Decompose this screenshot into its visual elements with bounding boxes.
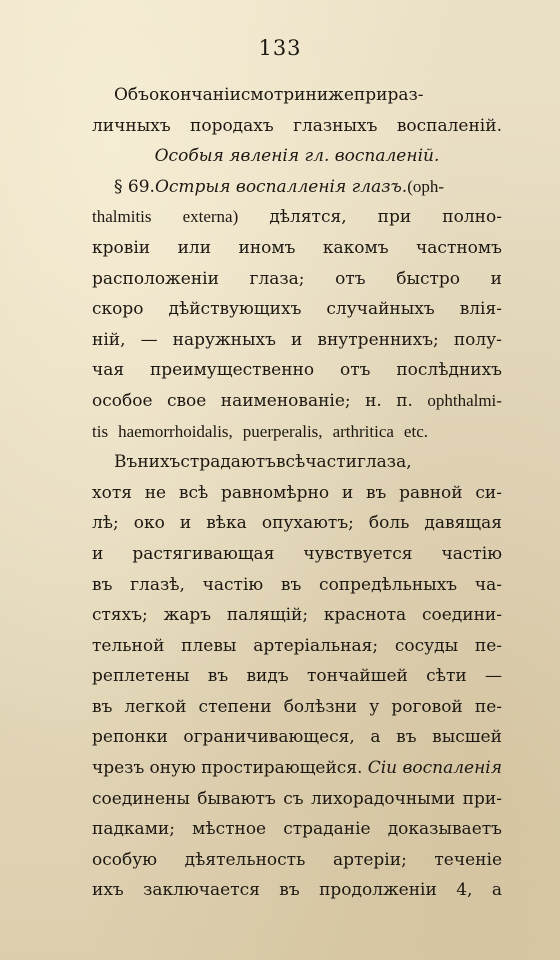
word: артеріальная;: [253, 635, 379, 656]
word: не: [144, 482, 167, 503]
word: ophthalmi-: [427, 390, 502, 410]
word: теченіе: [434, 849, 502, 870]
word: tis: [92, 421, 109, 441]
word: иномъ: [238, 237, 296, 258]
word: страдаютъ: [180, 452, 276, 473]
text-line: [92, 600, 502, 631]
word: чувствуется: [303, 543, 413, 564]
word: § 69.: [114, 176, 155, 197]
word: послѣднихъ: [396, 360, 502, 381]
word: Особыя явленія гл. воспаленій.: [154, 146, 440, 167]
text-line: [92, 417, 502, 448]
word: тельной: [92, 635, 165, 656]
word: частномъ: [416, 237, 502, 258]
word: отъ: [339, 360, 371, 381]
word: ихъ: [92, 880, 124, 901]
word: или: [177, 237, 212, 258]
text-line: [92, 784, 502, 815]
word: сосуды: [394, 635, 459, 656]
word: соединены: [92, 788, 190, 809]
word: скоро: [92, 299, 144, 320]
text-line: [92, 508, 502, 539]
word: опухаютъ;: [261, 513, 354, 534]
word: давящая: [424, 513, 502, 534]
word: п.: [396, 390, 413, 411]
word: отъ: [335, 268, 366, 289]
word: степени: [198, 696, 272, 717]
word: породахъ: [190, 115, 274, 136]
word: части: [305, 452, 357, 473]
text-line: [92, 233, 502, 264]
word: боль: [368, 513, 410, 534]
word: ниже: [305, 85, 354, 105]
word: ограничивающеся,: [183, 727, 355, 748]
word: полу-: [453, 329, 502, 350]
word: краснота: [323, 605, 407, 626]
word: у: [369, 696, 380, 717]
word: лѣ;: [92, 513, 119, 534]
text-line: [92, 478, 502, 509]
word: при: [377, 207, 412, 228]
word: и: [490, 268, 502, 289]
word: сопредѣльныхъ: [319, 574, 458, 595]
word: особое: [92, 390, 153, 411]
word: жаръ: [163, 605, 212, 626]
word: —: [485, 666, 502, 687]
word: воспаленій.: [396, 115, 502, 136]
word: око: [133, 513, 165, 534]
text-line: [92, 692, 502, 723]
text-line: [92, 355, 502, 386]
word: 4,: [456, 880, 473, 901]
text-line: [92, 814, 502, 845]
word: (oph-: [407, 176, 445, 196]
word: окончаніи: [149, 85, 241, 105]
word: лихорадочными: [310, 788, 456, 809]
word: соедини-: [421, 605, 502, 626]
word: бываютъ: [197, 788, 276, 809]
word: простирающейся.: [201, 758, 363, 779]
text-line: [92, 141, 502, 172]
word: личныхъ: [92, 115, 171, 136]
word: при-: [462, 788, 502, 809]
word: въ: [365, 482, 387, 503]
word: puerperalis,: [242, 421, 323, 441]
word: доказываетъ: [387, 819, 502, 840]
word: частію: [441, 543, 502, 564]
word: глазныхъ: [293, 115, 378, 136]
word: а: [370, 727, 381, 748]
word: свое: [166, 390, 207, 411]
word: влія-: [459, 299, 502, 320]
word: thalmitis: [92, 207, 152, 227]
word: Въ: [114, 452, 138, 473]
word: Объ: [114, 85, 149, 105]
word: быстро: [396, 268, 461, 289]
word: haemorrhoidalis,: [118, 421, 233, 441]
word: реплетены: [92, 666, 190, 687]
word: равной: [399, 482, 463, 503]
word: пе-: [474, 696, 502, 717]
word: растягивающая: [132, 543, 275, 564]
word: тончайшей: [306, 666, 408, 687]
word: продолженіи: [319, 880, 437, 901]
word: расположеніи: [92, 268, 219, 289]
word: глаза,: [356, 452, 412, 473]
text-line: [92, 325, 502, 356]
word: наружныхъ: [172, 329, 276, 350]
word: въ: [396, 727, 417, 748]
text-line: [92, 447, 502, 478]
word: нихъ: [137, 452, 181, 473]
text-line: [92, 80, 502, 111]
word: репонки: [92, 727, 168, 748]
text-line: [92, 661, 502, 692]
word: и: [92, 543, 104, 564]
text-line: [92, 570, 502, 601]
word: сѣти: [426, 666, 467, 687]
text-line: [92, 722, 502, 753]
word: дѣятельность: [184, 849, 306, 870]
text-line: [92, 875, 502, 906]
text-line: [92, 202, 502, 233]
word: падками;: [92, 819, 175, 840]
word: плевы: [181, 635, 237, 656]
word: вѣка: [206, 513, 247, 534]
word: пе-: [474, 635, 502, 656]
word: и: [179, 513, 192, 534]
word: въ: [92, 574, 113, 595]
word: всѣ: [275, 452, 306, 473]
text-line: [92, 386, 502, 417]
word: и: [341, 482, 354, 503]
text-line: [92, 294, 502, 325]
word: мѣстное: [192, 819, 267, 840]
word: какомъ: [322, 237, 389, 258]
word: чрезъ: [92, 758, 145, 779]
word: въ: [280, 574, 302, 595]
word: при: [353, 85, 388, 105]
word: преимущественно: [149, 360, 315, 381]
word: особую: [92, 849, 158, 870]
word: видъ: [246, 666, 289, 687]
word: полно-: [442, 207, 502, 228]
word: болѣзни: [283, 696, 358, 717]
text-line: [92, 172, 502, 203]
word: равномѣрно: [221, 482, 330, 503]
word: внутреннихъ;: [317, 329, 439, 350]
page-number: 133: [258, 36, 302, 60]
word: externa): [182, 207, 239, 227]
word: си-: [475, 482, 502, 503]
word: палящій;: [226, 605, 309, 626]
body-text: [92, 80, 502, 906]
word: въ: [207, 666, 229, 687]
word: высшей: [432, 727, 502, 748]
word: стяхъ;: [92, 605, 148, 626]
word: хотя: [92, 482, 132, 503]
word: въ: [92, 696, 113, 717]
word: наименованіе;: [220, 390, 351, 411]
text-line: [92, 753, 502, 784]
word: всѣ: [178, 482, 209, 503]
word: въ: [279, 880, 300, 901]
word: случайныхъ: [326, 299, 435, 320]
word: н.: [365, 390, 382, 411]
word: легкой: [124, 696, 187, 717]
word: arthritica: [332, 421, 394, 441]
word: Острыя воспалленія глазъ.: [154, 176, 408, 197]
word: а: [491, 880, 502, 901]
word: раз-: [387, 85, 424, 105]
word: заключается: [143, 880, 260, 901]
word: ній,: [92, 329, 126, 350]
text-line: [92, 539, 502, 570]
word: смотри: [240, 85, 306, 105]
word: съ: [283, 788, 304, 809]
word: оную: [149, 758, 196, 779]
word: глаза;: [249, 268, 305, 289]
word: частію: [202, 574, 264, 595]
text-line: [92, 111, 502, 142]
word: дѣлятся,: [269, 207, 347, 228]
word: —: [140, 329, 158, 350]
text-line: [92, 631, 502, 662]
text-line: [92, 264, 502, 295]
word: etc.: [403, 421, 428, 441]
word: кровіи: [92, 237, 151, 258]
text-line: [92, 845, 502, 876]
word: дѣйствующихъ: [168, 299, 302, 320]
word: страданіе: [283, 819, 371, 840]
word: ча-: [474, 574, 502, 595]
word: роговой: [391, 696, 463, 717]
word: Сіи воспаленія: [367, 758, 502, 779]
word: чая: [92, 360, 125, 381]
word: и: [290, 329, 303, 350]
word: артеріи;: [332, 849, 407, 870]
word: глазѣ,: [130, 574, 185, 595]
